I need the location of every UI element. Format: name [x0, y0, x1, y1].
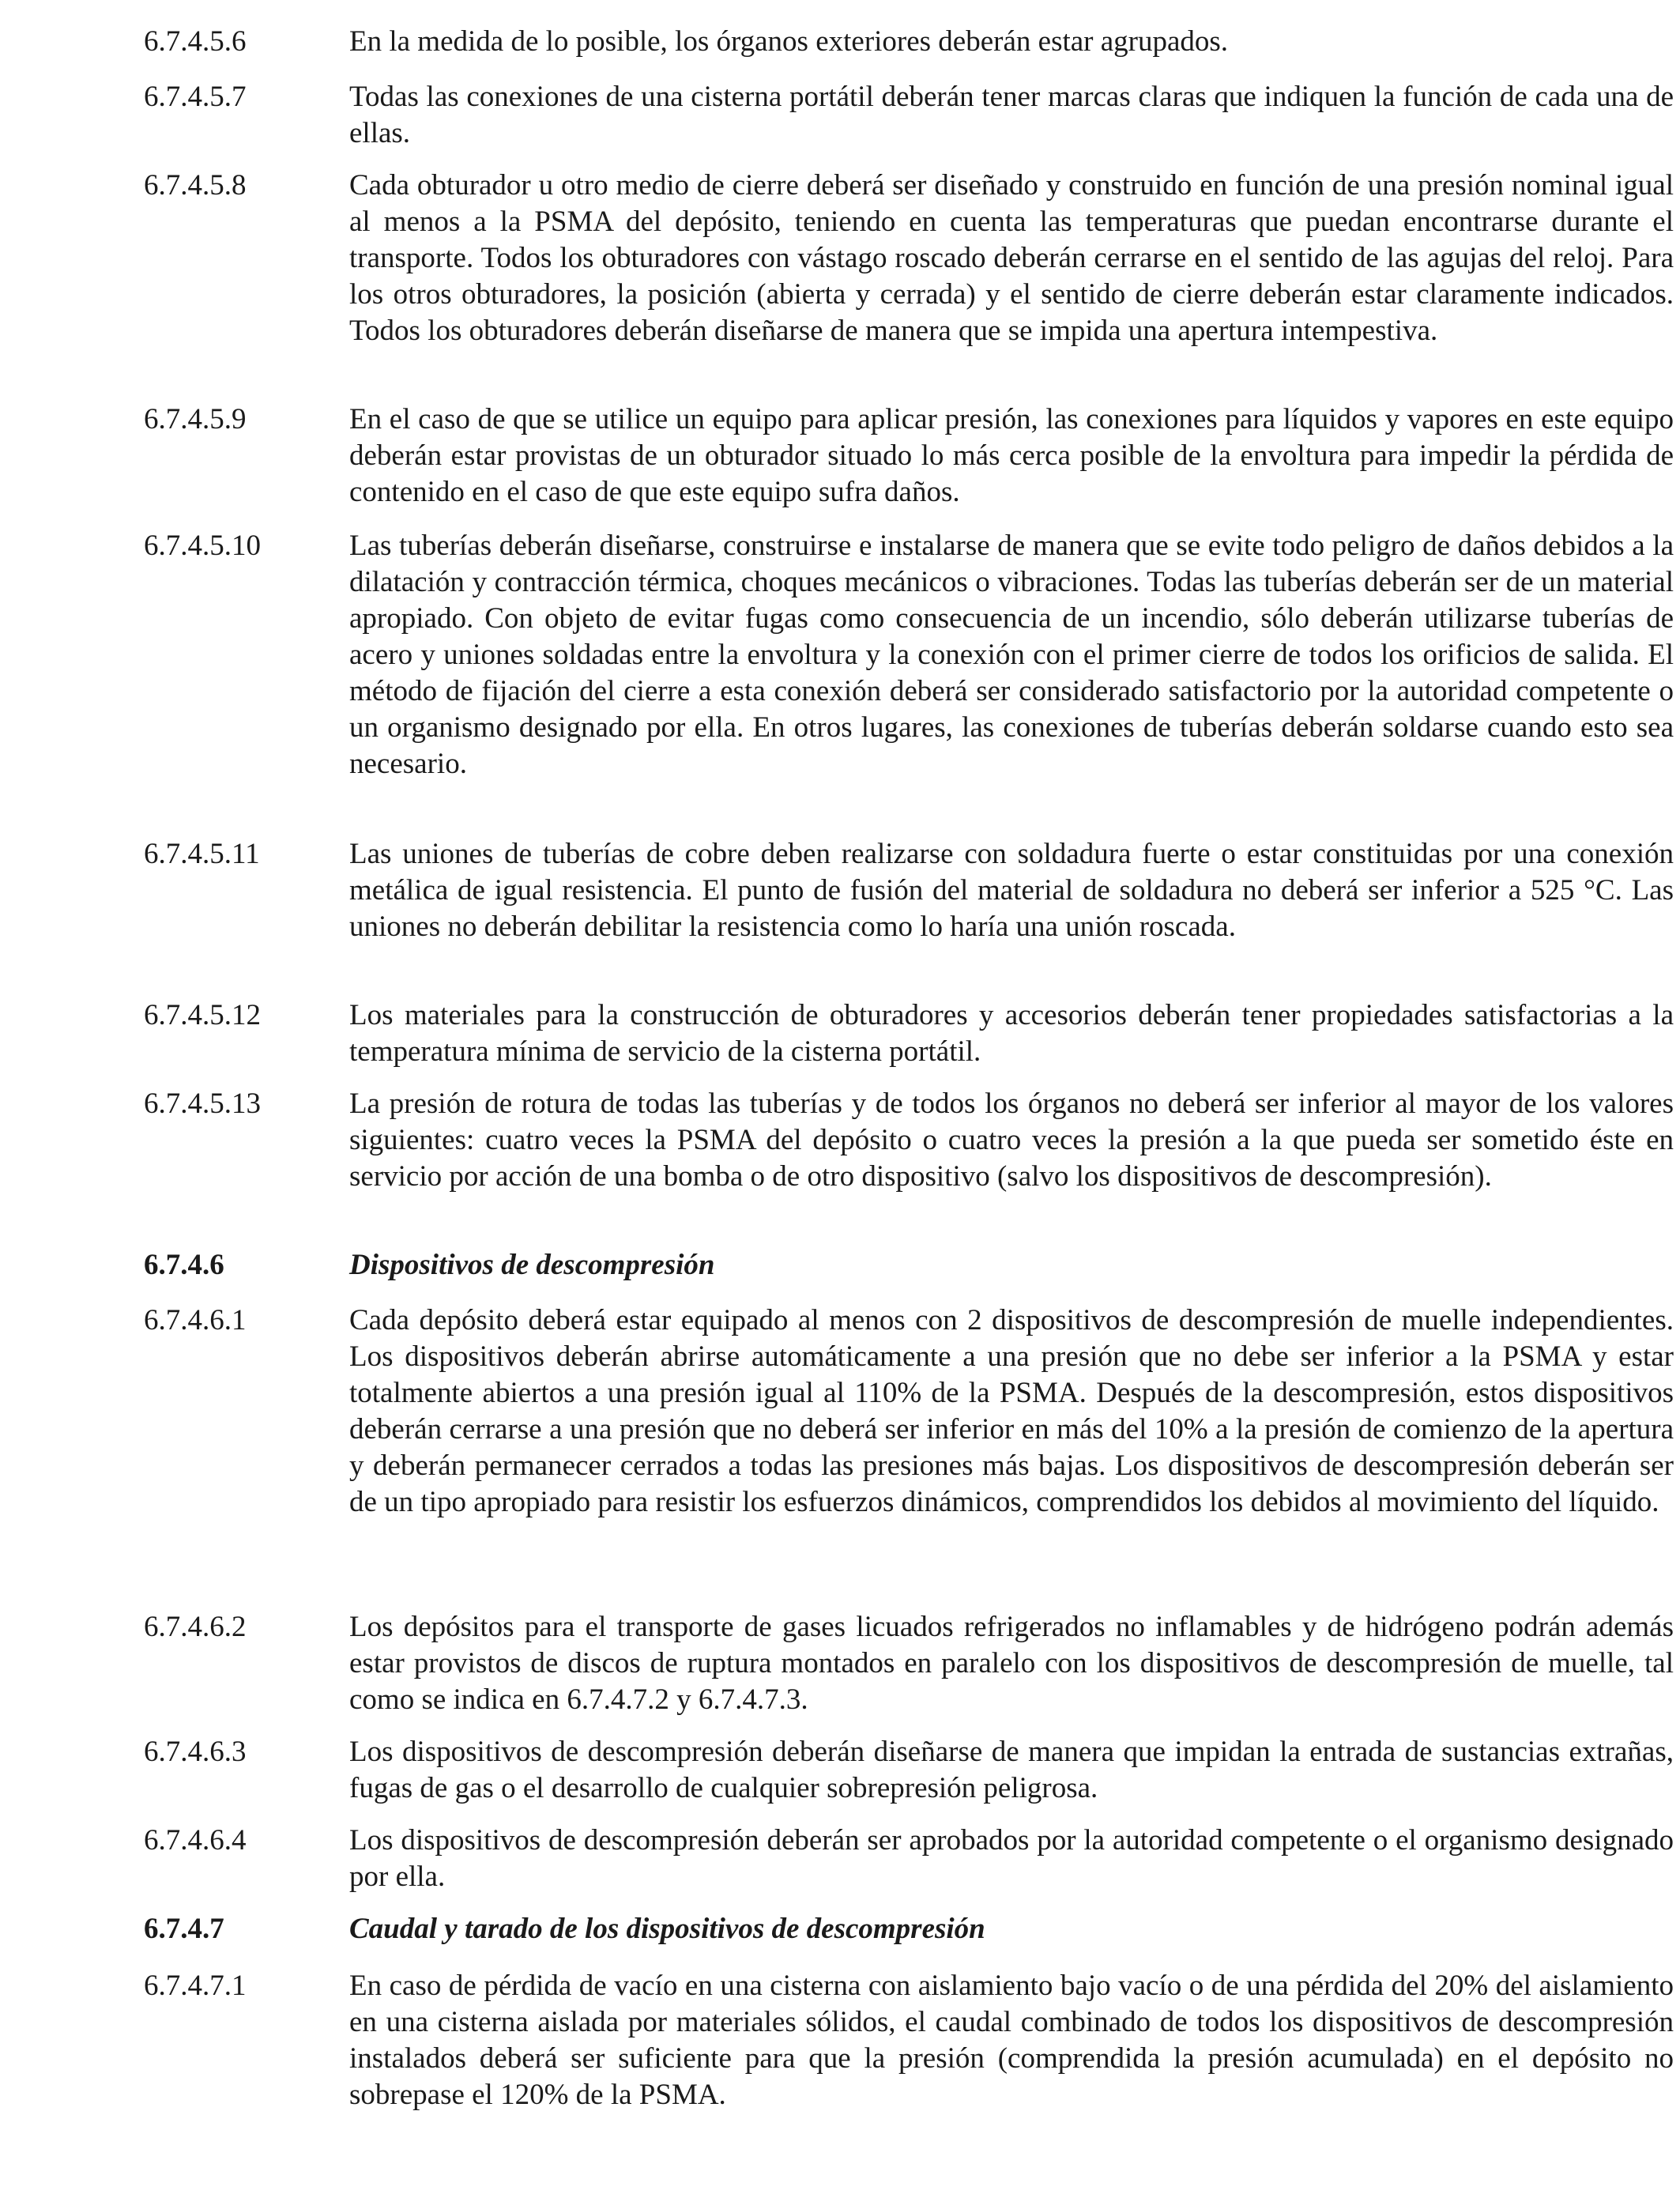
paragraph-6-7-4-5-12	[144, 997, 1674, 1070]
paragraph-number: 6.7.4.6.4	[144, 1824, 247, 1857]
paragraph-text: Todas las conexiones de una cisterna portátil deberán tener marcas claras que indiquen la función de cada una de ellas.	[349, 81, 1674, 149]
paragraph-6-7-4-6-4	[144, 1823, 1674, 1895]
paragraph-number: 6.7.4.5.13	[144, 1088, 261, 1120]
paragraph-number: 6.7.4.5.10	[144, 530, 261, 562]
paragraph-text: En caso de pérdida de vacío en una cisterna con aislamiento bajo vacío o de una pérdida del 20% del aislamiento en una cisterna aislada por materiales sólidos, el caudal combinado de todos los dispositivos de descompresión instalados deberá ser suficiente para que la presión (comprendida la presión acumulada) en el depósito no sobrepase el 120% de la PSMA.	[349, 1970, 1674, 2111]
paragraph-6-7-4-7-1	[144, 1968, 1674, 2113]
paragraph-text: En la medida de lo posible, los órganos exteriores deberán estar agrupados.	[349, 25, 1229, 58]
paragraph-6-7-4-5-7	[144, 79, 1674, 152]
section-number: 6.7.4.6	[144, 1249, 224, 1281]
paragraph-text: Cada depósito deberá estar equipado al menos con 2 dispositivos de descompresión de muelle independientes. Los dispositivos deberán abrirse automáticamente a una presión que no debe ser inferior a la PSMA y estar totalmente abiertos a una presión igual al 110% de la PSMA. Después de la descompresión, estos dispositivos deberán cerrarse a una presión que no deberá ser inferior en más del 10% a la presión de comienzo de la apertura y deberán permanecer cerrados a todas las presiones más bajas. Los dispositivos de descompresión deberán ser de un tipo apropiado para resistir los esfuerzos dinámicos, comprendidos los debidos al movimiento del líquido.	[349, 1304, 1674, 1518]
section-heading-6-7-4-7	[144, 1911, 1535, 1947]
paragraph-text: Los depósitos para el transporte de gases licuados refrigerados no inflamables y de hidrógeno podrán además estar provistos de discos de ruptura montados en paralelo con los dispositivos de descompresión de muelle, tal como se indica en 6.7.4.7.2 y 6.7.4.7.3.	[349, 1611, 1674, 1716]
paragraph-6-7-4-6-3	[144, 1734, 1674, 1807]
paragraph-number: 6.7.4.6.1	[144, 1304, 247, 1336]
paragraph-number: 6.7.4.5.9	[144, 403, 247, 435]
section-number: 6.7.4.7	[144, 1913, 224, 1945]
paragraph-text: En el caso de que se utilice un equipo para aplicar presión, las conexiones para líquidos y vapores en este equipo deberán estar provistas de un obturador situado lo más cerca posible de la envoltura para impedir la pérdida de contenido en el caso de que este equipo sufra daños.	[349, 403, 1674, 508]
paragraph-text: Los dispositivos de descompresión deberán diseñarse de manera que impidan la entrada de sustancias extrañas, fugas de gas o el desarrollo de cualquier sobrepresión peligrosa.	[349, 1736, 1674, 1804]
paragraph-6-7-4-5-11	[144, 836, 1674, 945]
paragraph-text: Las tuberías deberán diseñarse, construirse e instalarse de manera que se evite todo peligro de daños debidos a la dilatación y contracción térmica, choques mecánicos o vibraciones. Todas las tuberías deberán ser de un material apropiado. Con objeto de evitar fugas como consecuencia de un incendio, sólo deberán utilizarse tuberías de acero y uniones soldadas entre la envoltura y la conexión con el primer cierre de todos los orificios de salida. El método de fijación del cierre a esta conexión deberá ser considerado satisfactorio por la autoridad competente o un organismo designado por ella. En otros lugares, las conexiones de tuberías deberán soldarse cuando esto sea necesario.	[349, 530, 1674, 780]
paragraph-text: Los materiales para la construcción de obturadores y accesorios deberán tener propiedades satisfactorias a la temperatura mínima de servicio de la cisterna portátil.	[349, 999, 1674, 1068]
section-title: Caudal y tarado de los dispositivos de descompresión	[349, 1913, 985, 1945]
paragraph-6-7-4-6-2	[144, 1609, 1674, 1718]
paragraph-6-7-4-6-1	[144, 1302, 1674, 1521]
paragraph-text: Cada obturador u otro medio de cierre deberá ser diseñado y construido en función de una presión nominal igual al menos a la PSMA del depósito, teniendo en cuenta las temperaturas que puedan encontrarse durante el transporte. Todos los obturadores con vástago roscado deberán cerrarse en el sentido de las agujas del reloj. Para los otros obturadores, la posición (abierta y cerrada) y el sentido de cierre deberán estar claramente indicados. Todos los obturadores deberán diseñarse de manera que se impida una apertura intempestiva.	[349, 169, 1674, 347]
paragraph-number: 6.7.4.6.3	[144, 1736, 247, 1768]
section-heading-6-7-4-6	[144, 1247, 1535, 1284]
paragraph-6-7-4-5-10	[144, 528, 1674, 782]
paragraph-text: Las uniones de tuberías de cobre deben realizarse con soldadura fuerte o estar constituidas por una conexión metálica de igual resistencia. El punto de fusión del material de soldadura no deberá ser inferior a 525 °C. Las uniones no deberán debilitar la resistencia como lo haría una unión roscada.	[349, 838, 1674, 943]
paragraph-6-7-4-5-8	[144, 168, 1674, 349]
paragraph-number: 6.7.4.5.7	[144, 81, 247, 113]
paragraph-6-7-4-5-6	[144, 24, 1535, 60]
paragraph-6-7-4-5-9	[144, 401, 1674, 511]
paragraph-number: 6.7.4.5.11	[144, 838, 260, 870]
paragraph-number: 6.7.4.5.6	[144, 25, 247, 58]
section-title: Dispositivos de descompresión	[349, 1249, 715, 1281]
paragraph-number: 6.7.4.7.1	[144, 1970, 247, 2002]
paragraph-text: La presión de rotura de todas las tuberías y de todos los órganos no deberá ser inferior al mayor de los valores siguientes: cuatro veces la PSMA del depósito o cuatro veces la presión a la que pueda ser sometido éste en servicio por acción de una bomba o de otro dispositivo (salvo los dispositivos de descompresión).	[349, 1088, 1674, 1193]
paragraph-number: 6.7.4.6.2	[144, 1611, 247, 1643]
paragraph-text: Los dispositivos de descompresión deberán ser aprobados por la autoridad competente o el organismo designado por ella.	[349, 1824, 1674, 1893]
paragraph-number: 6.7.4.5.12	[144, 999, 261, 1031]
paragraph-number: 6.7.4.5.8	[144, 169, 247, 202]
paragraph-6-7-4-5-13	[144, 1086, 1674, 1195]
